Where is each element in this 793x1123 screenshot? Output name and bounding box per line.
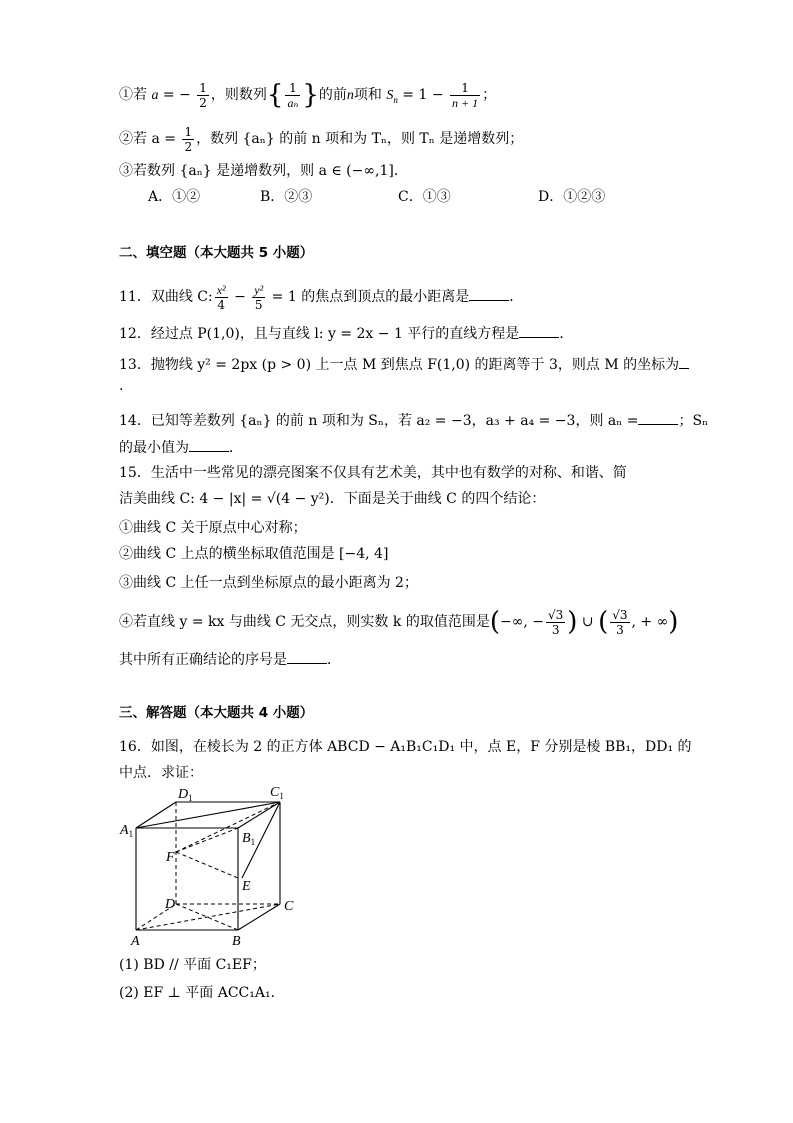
q11-end: ． xyxy=(509,289,524,305)
right-paren-2: ) xyxy=(668,607,679,637)
q14-end: ． xyxy=(229,440,243,456)
left-paren: ( xyxy=(489,607,500,637)
s2-rest: ，数列 {aₙ} 的前 n 项和为 Tₙ，则 Tₙ 是递增数列； xyxy=(196,131,524,147)
segment-f-b1 xyxy=(176,828,238,852)
answer-blank[interactable] xyxy=(679,354,689,369)
part-2: (2) EF ⊥ 平面 ACC₁A₁． xyxy=(119,985,285,1001)
answer-blank[interactable] xyxy=(638,410,678,425)
option-d[interactable]: D．①②③ xyxy=(538,189,606,205)
frac-den: 2 xyxy=(184,139,193,154)
frac-num: 1 xyxy=(199,80,207,95)
q13-text: 13．抛物线 y² = 2px (p > 0) 上一点 M 到焦点 F(1,0) 的距离等于 3，则点 M 的坐标为 xyxy=(119,357,680,373)
s1-n: n xyxy=(346,88,354,103)
conclusion-2: ②曲线 C 上点的横坐标取值范围是 [−4, 4] xyxy=(119,546,389,562)
question-13 xyxy=(119,354,689,375)
q11-minus: − xyxy=(229,289,251,305)
label-f: F xyxy=(166,850,175,865)
frac-den: 3 xyxy=(551,622,560,637)
conclusion-4 xyxy=(119,604,678,640)
question-14-line2 xyxy=(119,437,243,458)
q14-mid: ；Sₙ xyxy=(678,413,709,429)
frac-one-half-2 xyxy=(182,125,194,154)
label-b1: $B_1$ xyxy=(242,831,256,847)
question-12 xyxy=(119,323,573,344)
question-11 xyxy=(119,280,523,314)
section-3-heading: 三、解答题（本大题共 4 小题） xyxy=(119,705,314,721)
answer-blank[interactable] xyxy=(287,649,327,664)
cube-solid-edges xyxy=(136,802,280,930)
frac-num: 1 xyxy=(184,124,193,139)
part-1: (1) BD // 平面 C₁EF； xyxy=(119,957,266,973)
segment-f-e xyxy=(176,852,238,878)
frac-one-over-an xyxy=(285,81,300,110)
c4-interval2: , + ∞ xyxy=(631,614,669,630)
label-b: B xyxy=(232,934,241,949)
frac-num: √3 xyxy=(548,607,564,622)
q12-end: ． xyxy=(559,326,574,342)
frac-den: aₙ xyxy=(287,95,299,110)
q14-text: 14．已知等差数列 {aₙ} 的前 n 项和为 Sₙ，若 a₂ = −3，a₃ + a₄ = −3，则 aₙ = xyxy=(119,413,639,429)
option-c[interactable]: C．①③ xyxy=(398,189,451,205)
answer-blank[interactable] xyxy=(469,286,509,301)
c4-interval1: −∞, − xyxy=(499,614,545,630)
frac-den: n + 1 xyxy=(452,95,479,110)
question-13-end: . xyxy=(119,378,124,394)
conclusion-1: ①曲线 C 关于原点中心对称； xyxy=(119,520,307,536)
s2-label: ②若 a = xyxy=(119,131,181,147)
label-e: E xyxy=(242,879,251,894)
frac-sqrt3-3-b xyxy=(610,608,629,637)
q15-last-end: ． xyxy=(327,652,341,668)
question-15-last xyxy=(119,649,341,670)
q11-pre: 11．双曲线 C: xyxy=(119,289,213,305)
s1-S: S xyxy=(386,88,394,103)
answer-blank[interactable] xyxy=(519,323,559,338)
q14-line2: 的最小值为 xyxy=(119,440,189,456)
q12-text: 12．经过点 P(1,0)，且与直线 l: y = 2x − 1 平行的直线方程是 xyxy=(119,326,520,342)
label-a: A xyxy=(131,934,140,949)
label-c1: $C_1$ xyxy=(270,785,284,801)
cube-figure xyxy=(116,782,316,952)
label-c: C xyxy=(284,899,294,914)
frac-num: x² xyxy=(216,282,226,297)
question-16-line1: 16．如图，在棱长为 2 的正方体 ABCD − A₁B₁C₁D₁ 中，点 E，F 分别是棱 BB₁，DD₁ 的 xyxy=(119,739,692,755)
s1-front: 的前 xyxy=(318,87,347,103)
label-a1: $A_1$ xyxy=(120,823,134,839)
c4-pre: ④若直线 y = kx 与曲线 C 无交点，则实数 k 的取值范围是 xyxy=(119,614,490,630)
question-16-line2: 中点．求证： xyxy=(119,765,203,781)
s1-sub-n: n xyxy=(393,94,398,105)
s1-end: ； xyxy=(482,87,497,103)
frac-num: 1 xyxy=(450,81,480,96)
frac-one-half xyxy=(197,81,209,110)
frac-y2-5 xyxy=(252,283,265,312)
conclusion-3: ③曲线 C 上任一点到坐标原点的最小距离为 2； xyxy=(119,575,418,591)
options-row xyxy=(148,187,605,207)
question-15-line1: 15．生活中一些常见的漂亮图案不仅具有艺术美，其中也有数学的对称、和谐、简 xyxy=(119,465,627,481)
question-14 xyxy=(119,410,708,431)
segment-f-c1 xyxy=(176,802,280,852)
s1-sum: 项和 xyxy=(353,87,382,103)
q11-post: = 1 的焦点到顶点的最小距离是 xyxy=(267,289,470,305)
option-a[interactable]: A．①② xyxy=(148,189,201,205)
option-b[interactable]: B．②③ xyxy=(260,189,313,205)
statement-3: ③若数列 {aₙ} 是递增数列，则 a ∈ (−∞,1]． xyxy=(119,163,408,179)
left-paren-2: ( xyxy=(598,607,609,637)
frac-num: y² xyxy=(254,282,264,297)
frac-num: √3 xyxy=(612,607,628,622)
cube-hidden-edges xyxy=(136,802,280,930)
frac-den: 2 xyxy=(199,95,207,110)
answer-blank[interactable] xyxy=(189,437,229,452)
s1-label: ①若 xyxy=(119,87,147,103)
section-2-heading: 二、填空题（本大题共 5 小题） xyxy=(119,245,314,261)
frac-den: 3 xyxy=(616,622,624,637)
label-d1: $D_1$ xyxy=(178,787,193,803)
c4-cup: ∪ xyxy=(577,614,599,630)
question-15-line2: 洁美曲线 C: 4 − |x| = √(4 − y²)．下面是关于曲线 C 的四个结论： xyxy=(119,491,546,507)
s1-eq: = − xyxy=(158,87,191,103)
right-brace: } xyxy=(302,80,319,110)
s1-a: a xyxy=(151,88,159,103)
edge-b-c xyxy=(238,904,280,930)
left-brace: { xyxy=(266,80,284,110)
statement-1 xyxy=(119,78,496,117)
frac-sqrt3-3 xyxy=(546,608,565,637)
s1-mid: ，则数列 xyxy=(210,87,267,103)
frac-den: 5 xyxy=(254,297,263,312)
frac-den: 4 xyxy=(217,297,225,312)
frac-one-over-n1 xyxy=(450,81,480,110)
right-paren: ) xyxy=(567,607,578,637)
q15-last: 其中所有正确结论的序号是 xyxy=(119,652,287,668)
frac-num: 1 xyxy=(285,81,300,96)
s1-eq2: = 1 − xyxy=(397,87,444,103)
label-d: D xyxy=(165,897,176,912)
statement-2 xyxy=(119,124,523,154)
frac-x2-4 xyxy=(215,283,228,312)
